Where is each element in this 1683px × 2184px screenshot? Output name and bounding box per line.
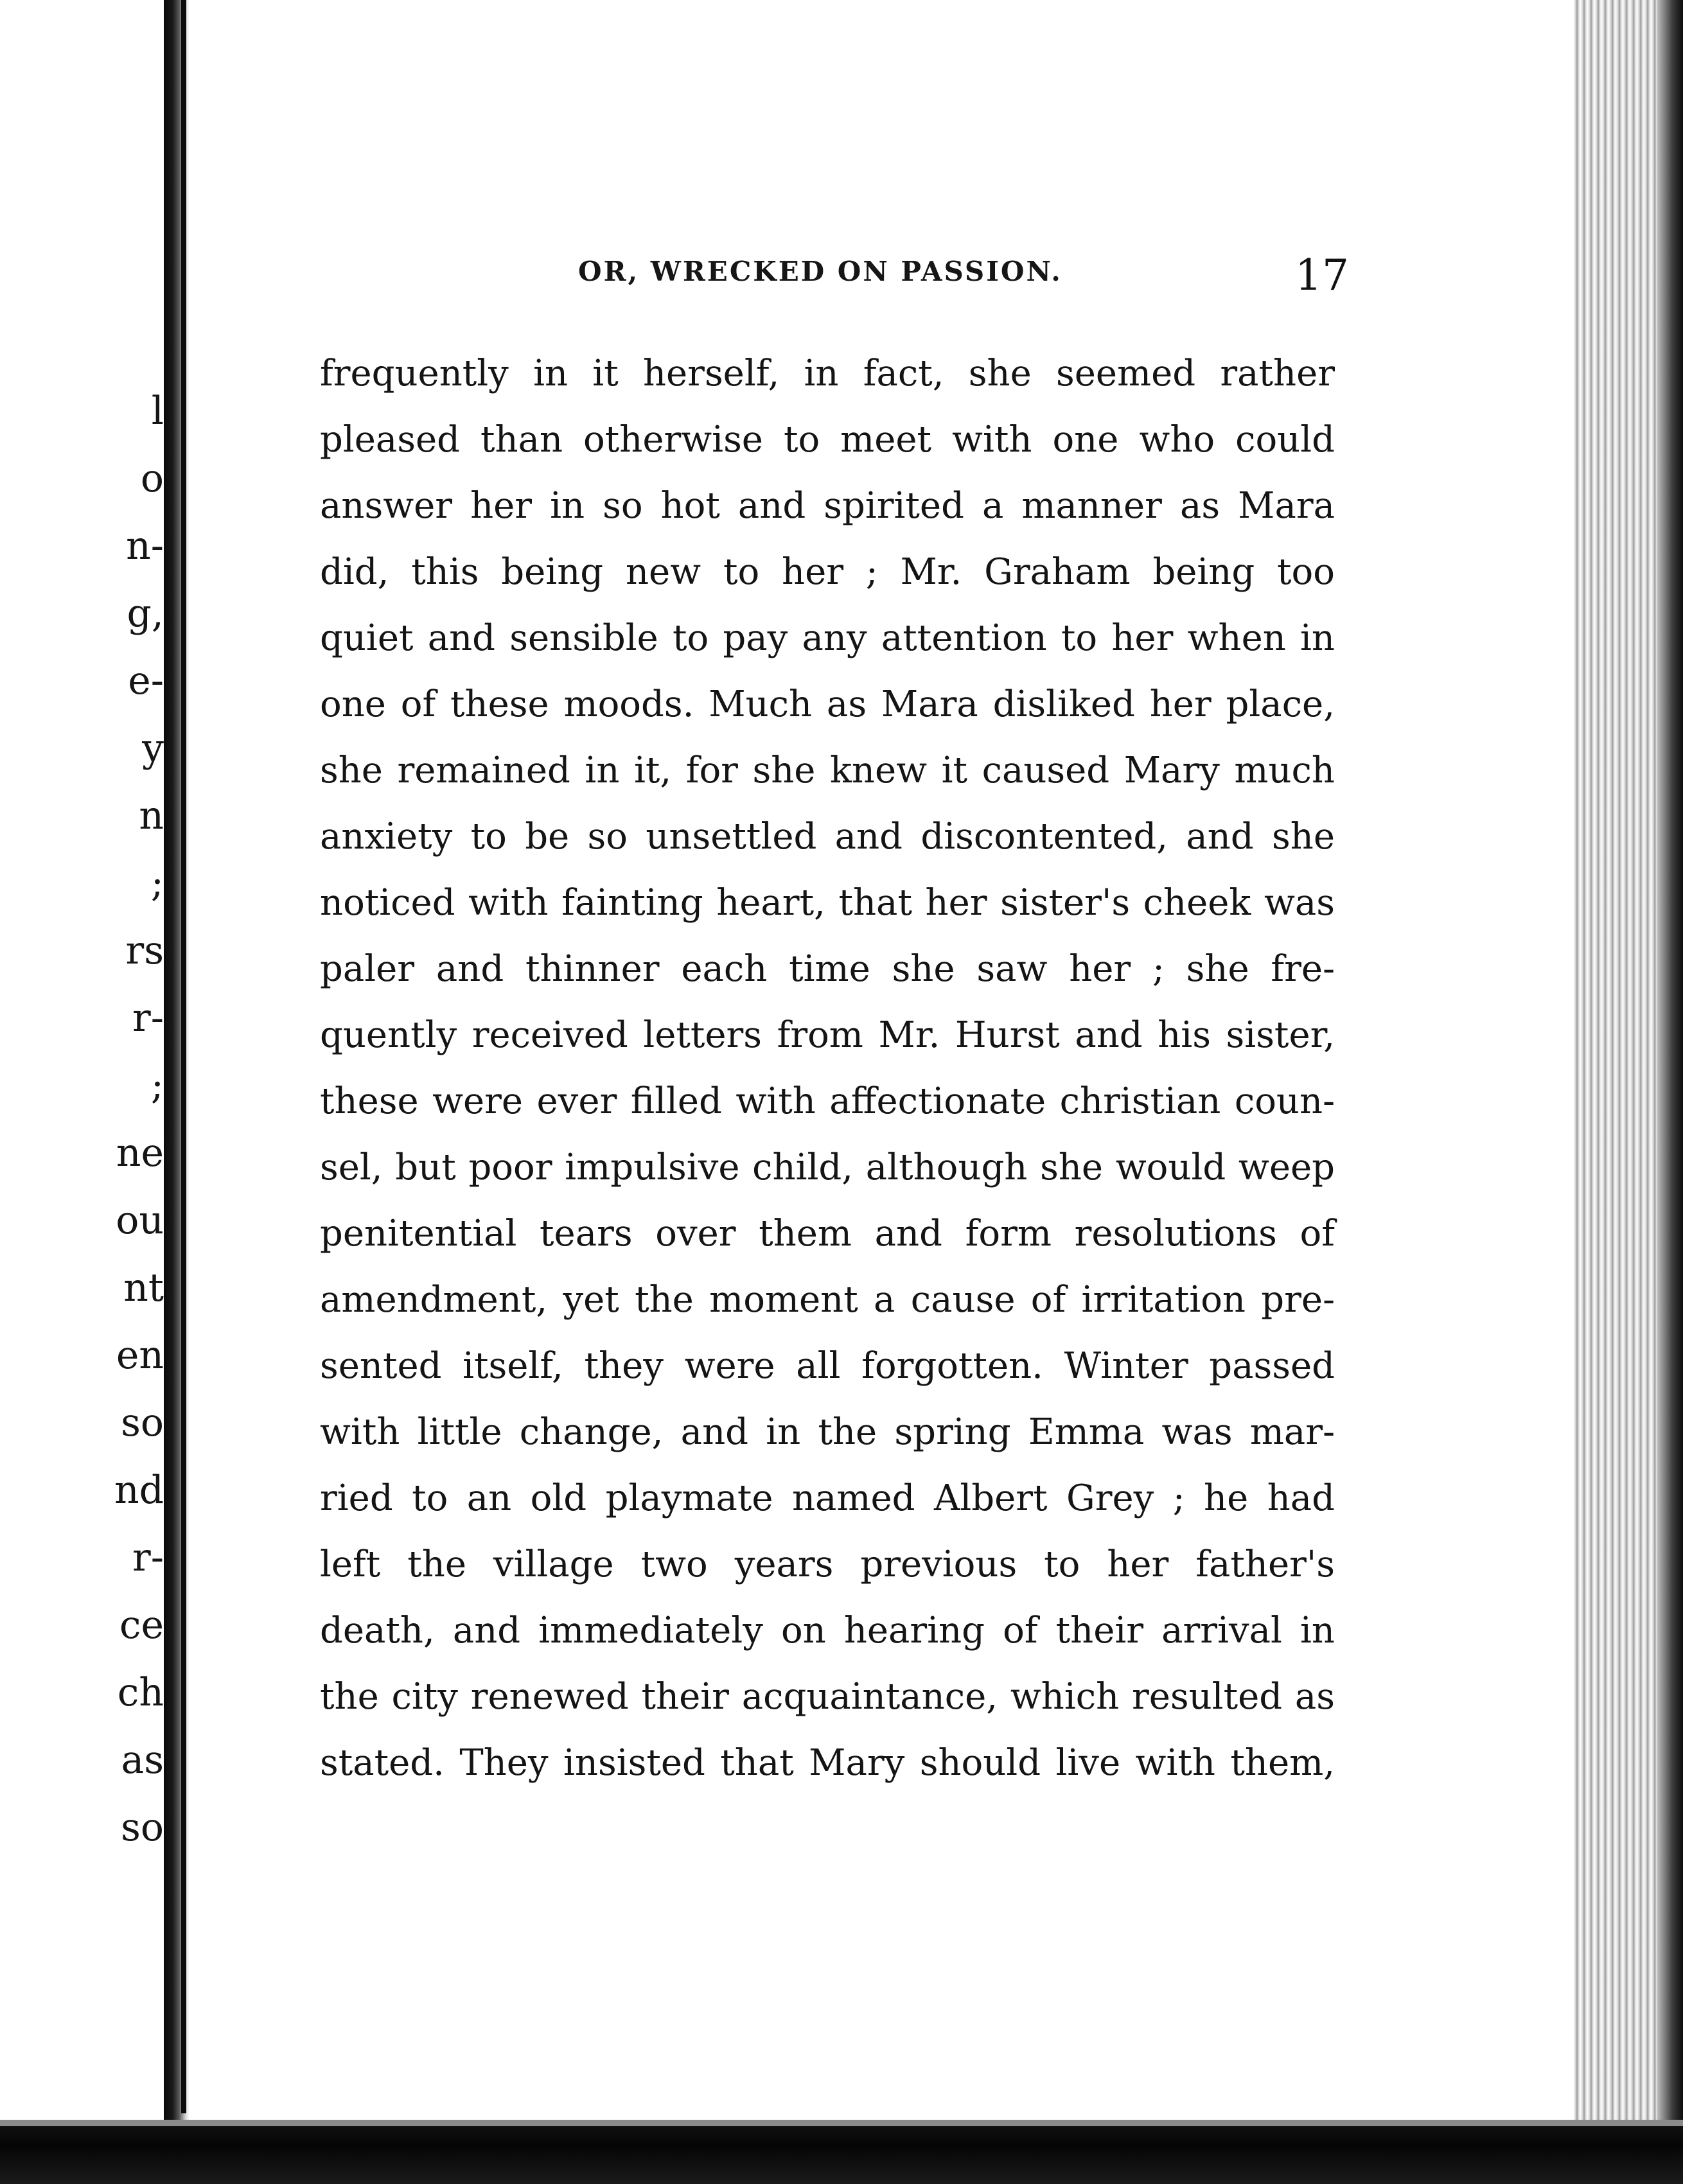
text-line: sel, but poor impulsive child, although she would weep (320, 1147, 1335, 1188)
left-page-fragment: so (121, 1805, 164, 1850)
left-page-fragment: o (140, 456, 164, 501)
text-line: these were ever filled with affectionate christian coun- (320, 1080, 1335, 1122)
page-edges-shadow (1657, 0, 1683, 2139)
text-line: pleased than otherwise to meet with one who could (320, 419, 1335, 461)
left-page-fragment: ; (150, 861, 164, 906)
left-page-fragment: ne (116, 1131, 164, 1176)
text-line: she remained in it, for she knew it caused Mary much (320, 750, 1335, 791)
left-page-fragment: rs (125, 928, 164, 973)
text-line: death, and immediately on hearing of their arrival in (320, 1610, 1335, 1651)
left-page-fragment: y (142, 726, 164, 771)
left-page-fragment: en (116, 1333, 164, 1378)
left-page-fragment: g, (127, 591, 164, 636)
left-page-fragment: ch (117, 1670, 164, 1715)
page-bottom-edge (0, 2120, 1683, 2126)
left-page-fragment: as (121, 1738, 164, 1783)
left-page-fragment: ; (150, 1063, 164, 1108)
text-line: with little change, and in the spring Emma was mar- (320, 1411, 1335, 1453)
running-header (321, 251, 1349, 300)
text-line: stated. They insisted that Mary should live with them, (320, 1742, 1335, 1784)
left-page-fragment: r- (132, 1535, 164, 1580)
text-line: paler and thinner each time she saw her ; she fre- (320, 948, 1335, 990)
page-number: 17 (1295, 251, 1349, 300)
text-line: amendment, yet the moment a cause of irritation pre- (320, 1279, 1335, 1321)
left-page-fragment: n- (126, 524, 164, 568)
text-line: quiet and sensible to pay any attention to her when in (320, 617, 1335, 659)
left-page-fragment: r- (132, 996, 164, 1041)
left-page-fragment: nd (114, 1468, 164, 1513)
scan-bottom-border (0, 2120, 1683, 2184)
left-page-fragment: nt (123, 1265, 164, 1310)
left-page-fragment: ou (116, 1198, 164, 1243)
text-line: one of these moods. Much as Mara disliked her place, (320, 683, 1335, 725)
text-line: sented itself, they were all forgotten. Winter passed (320, 1345, 1335, 1387)
text-line: the city renewed their acquaintance, which resulted as (320, 1676, 1335, 1718)
text-line: answer her in so hot and spirited a manner as Mara (320, 485, 1335, 527)
text-line: frequently in it herself, in fact, she seemed rather (320, 353, 1335, 394)
text-line: penitential tears over them and form resolutions of (320, 1213, 1335, 1255)
left-page-fragment: l (151, 389, 164, 434)
left-page-fragment: n (139, 793, 164, 838)
text-line: ried to an old playmate named Albert Grey ; he had (320, 1477, 1335, 1519)
left-page-fragment: so (121, 1400, 164, 1445)
text-line: noticed with fainting heart, that her sister's cheek was (320, 882, 1335, 924)
spine-edge (181, 0, 186, 2113)
text-line: anxiety to be so unsettled and discontented, and she (320, 816, 1335, 858)
left-page-fragment: e- (128, 658, 164, 703)
body-text (320, 340, 1335, 1796)
text-line: quently received letters from Mr. Hurst and his sister, (320, 1014, 1335, 1056)
left-page-fragment: ce (119, 1603, 164, 1648)
left-facing-page (0, 0, 164, 2120)
text-line: did, this being new to her ; Mr. Graham being too (320, 551, 1335, 593)
text-line: left the village two years previous to her father's (320, 1544, 1335, 1585)
running-title: OR, WRECKED ON PASSION. (578, 256, 1062, 287)
